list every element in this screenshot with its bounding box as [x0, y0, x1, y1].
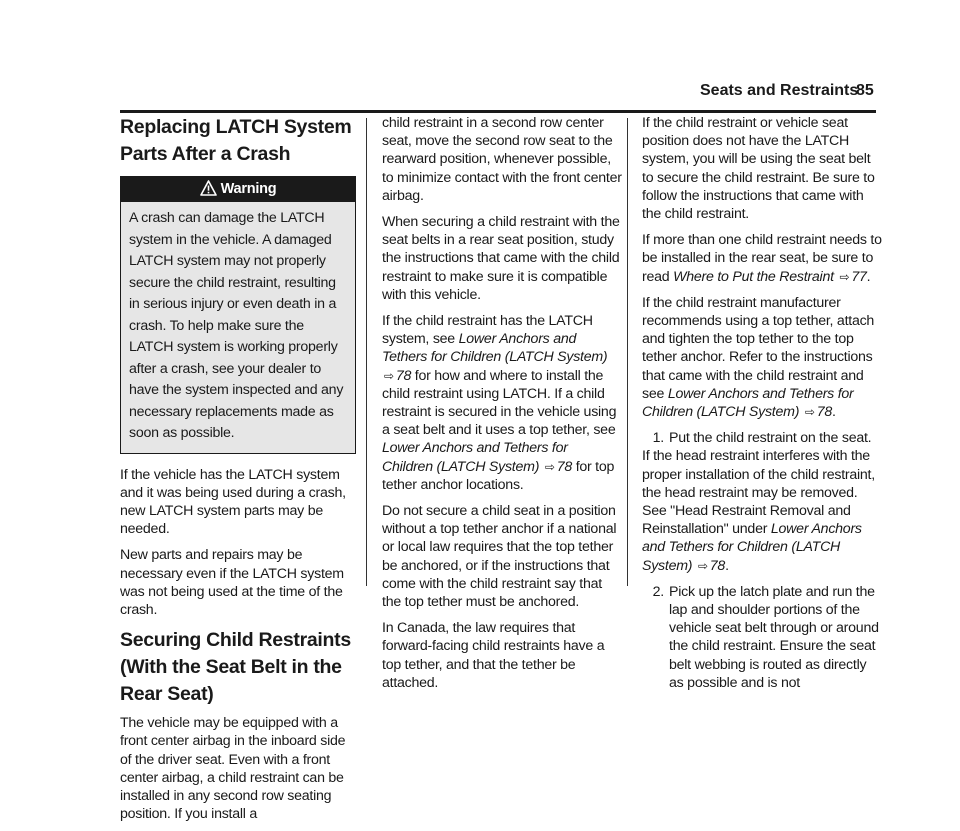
text: If the head restraint interferes with the proper installation of the child restraint, the head restraint may be removed. See "Head Restraint Removal and Reinstallation" under — [642, 448, 875, 538]
page-ref-number[interactable]: 78 — [709, 557, 726, 574]
text: for top tether anchor locations. — [382, 458, 615, 493]
text: for how and where to install the child restraint using LATCH. If a child restraint is secured in the vehicle using a seat belt and it uses a top tether, see — [382, 367, 617, 439]
cross-reference-link[interactable]: Lower Anchors and Tethers for Children (LATCH System) — [642, 385, 854, 421]
paragraph: If the child restraint or vehicle seat position does not have the LATCH system, you will be using the seat belt to secure the child restraint. Be sure to follow the instructions that came with the child restraint. — [642, 115, 875, 223]
warning-text: A crash can damage the LATCH system in the vehicle. A damaged LATCH system may not properly secure the child restraint, resulting in serious injury or even death in a crash. To help make sure the LATCH system is working properly after a crash, see your dealer to have the system inspected and any necessary replacements made as soon as possible. — [129, 210, 344, 441]
section-title: Seats and Restraints — [700, 82, 859, 99]
list-item — [642, 429, 882, 447]
text: If more than one child restraint needs to be installed in the rear seat, be sure to read — [642, 232, 882, 285]
column-3 — [642, 114, 882, 692]
steps-list — [642, 429, 882, 692]
paragraph: If more than one child restraint needs to be installed in the rear seat, be sure to read Where to Put the Restraint ⇨ 77. — [642, 232, 882, 285]
text: If the child restraint manufacturer recommends using a top tether, attach and tighten the top tether to the top tether anchor. Refer to the instructions that came with the child restraint and see — [642, 294, 875, 402]
paragraph: When securing a child restraint with the seat belts in a rear seat position, study the instructions that came with the child restraint to make sure it is compatible with this vehicle. — [382, 214, 620, 303]
cross-reference-link[interactable]: Where to Put the Restraint — [673, 268, 834, 285]
cross-reference-link[interactable]: Lower Anchors and Tethers for Children (LATCH System) — [382, 440, 568, 475]
paragraph: child restraint in a second row center seat, move the second row seat to the rearward position, whenever possible, to minimize contact with the front center airbag. — [382, 115, 622, 204]
column-divider — [627, 118, 628, 586]
warning-title: Warning — [220, 181, 277, 197]
header-rule — [120, 110, 876, 113]
warning-box — [120, 176, 356, 454]
paragraph: New parts and repairs may be necessary even if the LATCH system was not being used at the time of the crash. — [120, 547, 344, 618]
list-item — [642, 583, 882, 692]
page-number: 85 — [856, 82, 874, 99]
paragraph: If the vehicle has the LATCH system and it was being used during a crash, new LATCH system parts may be needed. — [120, 466, 346, 538]
page-ref-icon: ⇨ — [384, 368, 394, 383]
paragraph: If the child restraint manufacturer recommends using a top tether, attach and tighten the top tether to the top tether anchor. Refer to the instructions that came with the child restraint and see Lower Anchors and Tethers for Children (LATCH System) ⇨ 78. — [642, 294, 875, 421]
column-1 — [120, 114, 360, 831]
page-ref-number[interactable]: 78 — [556, 458, 572, 475]
page-ref-number[interactable]: 78 — [395, 367, 412, 384]
heading-replacing-latch: Replacing LATCH System Parts After a Crash — [120, 116, 352, 165]
warning-triangle-icon — [200, 180, 217, 196]
text: If the child restraint has the LATCH system, see — [382, 313, 593, 348]
step-text: Put the child restraint on the seat. — [669, 430, 872, 447]
page-ref-icon: ⇨ — [544, 459, 555, 474]
paragraph: The vehicle may be equipped with a front center airbag in the inboard side of the driver seat. Even with a front center airbag, a child restraint can be installed in any second row seating position. If you install a — [120, 715, 346, 823]
column-divider — [366, 118, 367, 586]
cross-reference-link[interactable]: Lower Anchors and Tethers for Children (LATCH System) — [642, 521, 862, 574]
heading-securing-child-restraints: Securing Child Restraints (With the Seat Belt in the Rear Seat) — [120, 629, 351, 706]
page-ref-icon: ⇨ — [697, 558, 708, 573]
list-item — [642, 447, 882, 582]
page-ref-icon: ⇨ — [804, 405, 815, 420]
warning-header — [121, 177, 355, 202]
paragraph: In Canada, the law requires that forward-facing child restraints have a top tether, and that the tether be attached. — [382, 620, 605, 691]
cross-reference-link[interactable]: Lower Anchors and Tethers for Children (LATCH System) — [382, 331, 608, 366]
page-ref-icon: ⇨ — [839, 269, 850, 284]
step-number: 1. — [652, 430, 664, 447]
paragraph — [382, 312, 622, 494]
page-ref-number[interactable]: 77 — [851, 268, 867, 285]
column-2 — [382, 114, 622, 700]
step-number: 2. — [652, 583, 664, 600]
step-text: Pick up the latch plate and run the lap and shoulder portions of the vehicle seat belt through or around the child restraint. Ensure the seat belt webbing is routed as directly as possible and is not — [669, 583, 879, 691]
step-note: If the head restraint interferes with the proper installation of the child restraint, the head restraint may be removed. See "Head Restraint Removal and Reinstallation" under Lower Anchors and Tethers for Children (LATCH System) ⇨ 78. — [642, 448, 875, 574]
page-ref-number[interactable]: 78 — [816, 404, 832, 421]
paragraph: Do not secure a child seat in a position without a top tether anchor if a national or local law requires that the top tether be anchored, or if the instructions that come with the child restraint say that the top tether must be anchored. — [382, 503, 617, 611]
